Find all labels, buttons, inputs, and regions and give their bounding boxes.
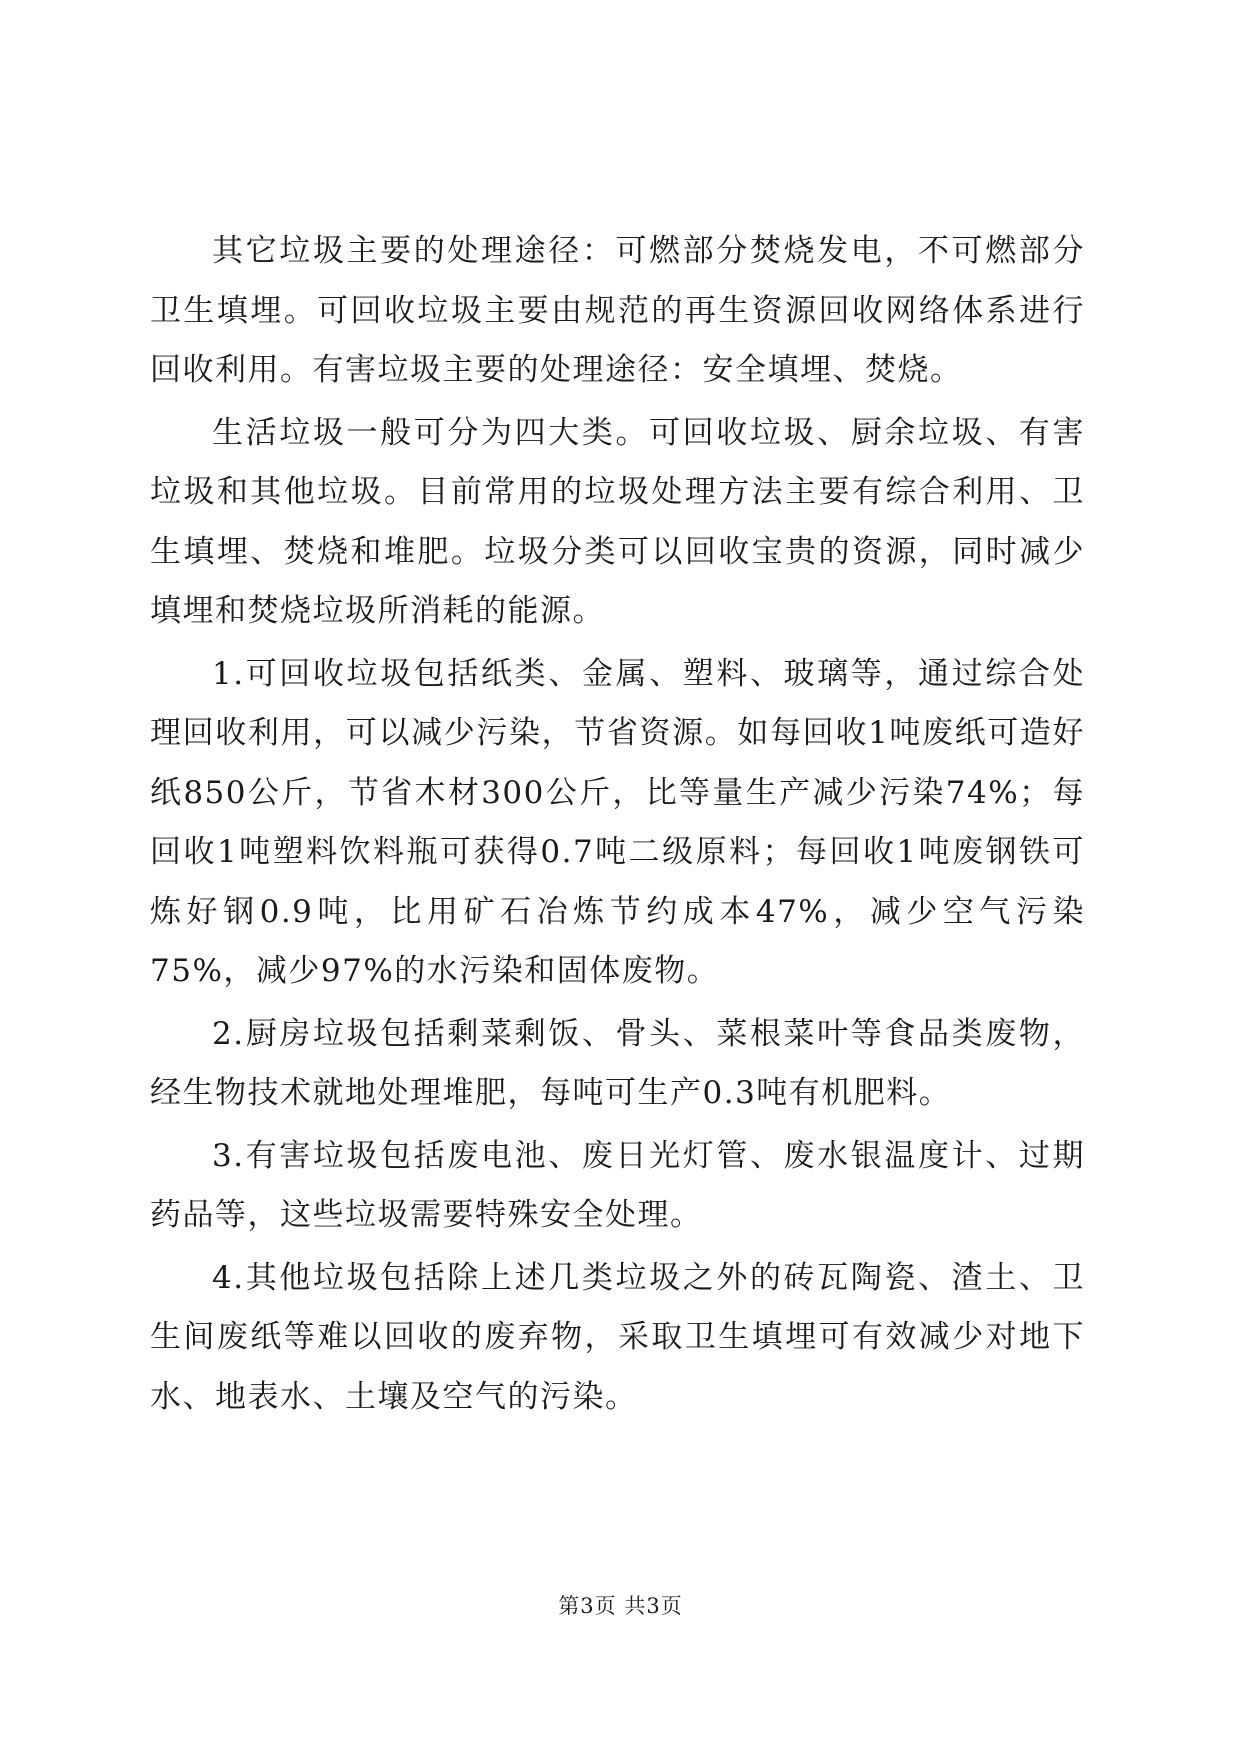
paragraph-kitchen-waste: 2.厨房垃圾包括剩菜剩饭、骨头、菜根菜叶等食品类废物，经生物技术就地处理堆肥，每吨可生产0.3吨有机肥料。 (150, 1015, 1085, 1111)
page-number-footer: 第3页 共3页 (558, 1594, 683, 1618)
paragraph-other-waste: 4.其他垃圾包括除上述几类垃圾之外的砖瓦陶瓷、渣土、卫生间废纸等难以回收的废弃物，采取卫生填埋可有效减少对地下水、地表水、土壤及空气的污染。 (150, 1259, 1085, 1415)
paragraph-hazardous-waste: 3.有害垃圾包括废电池、废日光灯管、废水银温度计、过期药品等，这些垃圾需要特殊安全处理。 (150, 1137, 1085, 1233)
paragraph-recyclable-waste: 1.可回收垃圾包括纸类、金属、塑料、玻璃等，通过综合处理回收利用，可以减少污染，节省资源。如每回收1吨废纸可造好纸850公斤，节省木材300公斤，比等量生产减少污染74%；每回收1吨塑料饮料瓶可获得0.7吨二级原料；每回收1吨废钢铁可炼好钢0.9吨，比用矿石冶炼节约成本47%，减少空气污染75%，减少97%的水污染和固体废物。 (150, 655, 1085, 989)
paragraph-other-waste-treatment: 其它垃圾主要的处理途径：可燃部分焚烧发电，不可燃部分卫生填埋。可回收垃圾主要由规范的再生资源回收网络体系进行回收利用。有害垃圾主要的处理途径：安全填埋、焚烧。 (150, 233, 1085, 388)
document-body (150, 222, 1085, 1427)
paragraph-waste-categories: 生活垃圾一般可分为四大类。可回收垃圾、厨余垃圾、有害垃圾和其他垃圾。目前常用的垃圾处理方法主要有综合利用、卫生填埋、焚烧和堆肥。垃圾分类可以回收宝贵的资源，同时减少填埋和焚烧垃圾所消耗的能源。 (150, 414, 1085, 629)
